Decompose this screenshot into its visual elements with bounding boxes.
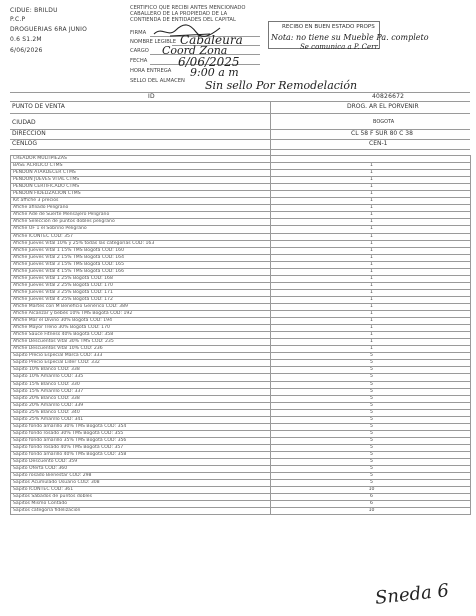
item-name: CREADOR MULTIPIEZAS xyxy=(11,156,271,163)
item-name: Sapito Precio Especial Marca COD: 333 xyxy=(11,353,271,360)
info-row-cenlog xyxy=(10,139,470,149)
item-quantity: 10 xyxy=(271,508,471,515)
item-name: Sapito Precio Especial Líder COD: 332 xyxy=(11,360,271,367)
table-row xyxy=(11,296,471,303)
table-row xyxy=(11,501,471,508)
table-row xyxy=(11,191,471,198)
item-name: Sapito 10% Amarillo COD: 335 xyxy=(11,374,271,381)
table-row xyxy=(11,163,471,170)
item-quantity: 1 xyxy=(271,275,471,282)
item-name: Sapito 15% Blanco COD: 330 xyxy=(11,381,271,388)
item-quantity: 1 xyxy=(271,233,471,240)
table-row xyxy=(11,480,471,487)
cenlog-value: CEN-1 xyxy=(369,140,388,147)
item-quantity: 1 xyxy=(271,240,471,247)
header-client-type: P.C.P xyxy=(10,16,26,23)
table-row xyxy=(11,289,471,296)
item-quantity: 5 xyxy=(271,430,471,437)
table-row xyxy=(11,303,471,310)
label-cargo: CARGO xyxy=(130,48,149,54)
table-row xyxy=(11,219,471,226)
table-row xyxy=(11,423,471,430)
table-row xyxy=(11,261,471,268)
table-row xyxy=(11,459,471,466)
item-name: Afiche Jueves Vital 1 15% TMS Bogotá COD: 160 xyxy=(11,247,271,254)
item-name: Sapito fondo rosado 40% TMS Bogotá COD: 357 xyxy=(11,444,271,451)
table-row xyxy=(11,198,471,205)
handwritten-cargo: Coord Zona xyxy=(162,44,228,57)
table-row xyxy=(11,275,471,282)
item-quantity: 5 xyxy=(271,444,471,451)
item-quantity: 5 xyxy=(271,353,471,360)
item-name: Afiche Mayor Treno 30% Bogotá COD: 170 xyxy=(11,325,271,332)
table-row xyxy=(11,402,471,409)
handwritten-hora: 9:00 a m xyxy=(190,66,239,79)
item-quantity: 6 xyxy=(271,501,471,508)
receipt-underline: Se comunica a P. Cerr. xyxy=(300,43,380,51)
id-label: ID xyxy=(148,93,155,100)
punto-label: PUNTO DE VENTA xyxy=(12,103,65,110)
item-name: Sapito rosado Bienestar COD: 298 xyxy=(11,473,271,480)
label-fecha: FECHA xyxy=(130,58,148,64)
item-quantity: 5 xyxy=(271,459,471,466)
item-name: BASE ACRILICO CTMS xyxy=(11,163,271,170)
table-row xyxy=(11,240,471,247)
item-name: Kit affiche 3 precios xyxy=(11,198,271,205)
item-name: Afiche Jueves Vital 10% y 25% todas las categorías COD: 163 xyxy=(11,240,271,247)
item-name: PENDON FIDELIZACION CTMS xyxy=(11,191,271,198)
item-quantity: 1 xyxy=(271,303,471,310)
item-quantity: 1 xyxy=(271,191,471,198)
item-name: Sapito fondo amarillo 40% TMS Bogotá COD: 358 xyxy=(11,451,271,458)
table-row xyxy=(11,156,471,163)
item-quantity: 1 xyxy=(271,332,471,339)
info-row-ciudad xyxy=(10,118,470,128)
table-row xyxy=(11,466,471,473)
item-quantity: 1 xyxy=(271,261,471,268)
item-quantity: 5 xyxy=(271,466,471,473)
item-quantity: 1 xyxy=(271,163,471,170)
item-quantity: 1 xyxy=(271,339,471,346)
item-quantity: 5 xyxy=(271,423,471,430)
info-row-punto xyxy=(10,102,470,112)
item-quantity: 1 xyxy=(271,346,471,353)
table-row xyxy=(11,374,471,381)
item-name: Sapito 15% Amarillo COD: 337 xyxy=(11,388,271,395)
item-name: Sapito fondo amarillo 30% TMS Bogotá COD: 354 xyxy=(11,423,271,430)
item-quantity: 1 xyxy=(271,289,471,296)
item-name: Sapitos Sábados de puntos dobles xyxy=(11,494,271,501)
table-row xyxy=(11,430,471,437)
handwritten-sello: Sin sello Por Remodelación xyxy=(205,79,358,92)
info-column-divider xyxy=(270,101,271,155)
table-row xyxy=(11,177,471,184)
item-name: Sapito 20% Blanco COD: 338 xyxy=(11,395,271,402)
label-firma: FIRMA xyxy=(130,30,147,36)
item-quantity: 1 xyxy=(271,254,471,261)
table-row xyxy=(11,381,471,388)
item-name: Afiche Jueves Vital 2 15% TMS Bogotá COD: 164 xyxy=(11,254,271,261)
item-name: Afiche Sauce Fitness 40% Bogotá COD: 358 xyxy=(11,332,271,339)
item-quantity: 1 xyxy=(271,268,471,275)
item-name: Sapitos categoría fidelización xyxy=(11,508,271,515)
punto-value: DROG. AR EL PORVENIR xyxy=(347,103,419,110)
item-quantity xyxy=(271,156,471,163)
item-name: Afiche Ade de Suerte Mensajero Peligrano xyxy=(11,212,271,219)
table-row xyxy=(11,226,471,233)
item-quantity: 1 xyxy=(271,282,471,289)
table-row xyxy=(11,494,471,501)
item-name: Afiche ICONTEC COD: 357 xyxy=(11,233,271,240)
header-client-code: CIDUE: BRILDU xyxy=(10,7,58,14)
cert-line-2: CABALLERO DE LA PROPIEDAD DE LA xyxy=(130,11,228,17)
handwritten-page-mark: Sneda 6 xyxy=(374,580,450,609)
item-quantity: 1 xyxy=(271,212,471,219)
table-row xyxy=(11,508,471,515)
item-quantity: 5 xyxy=(271,360,471,367)
receipt-box-title: RECIBO EN BUEN ESTADO PROPS xyxy=(282,24,375,30)
item-quantity: 1 xyxy=(271,177,471,184)
info-row-direccion xyxy=(10,129,470,139)
table-row xyxy=(11,325,471,332)
item-name: Afiche OF 1 el Sobrino Peligrano xyxy=(11,226,271,233)
table-row xyxy=(11,318,471,325)
item-name: Afiche Jueves Vital 4 15% TMS Bogotá COD: 166 xyxy=(11,268,271,275)
label-sello: SELLO DEL ALMACEN xyxy=(130,78,185,84)
table-row xyxy=(11,346,471,353)
item-quantity: 1 xyxy=(271,296,471,303)
item-name: Sapitos Acumulado Usuario COD: 308 xyxy=(11,480,271,487)
item-quantity: 10 xyxy=(271,487,471,494)
table-row xyxy=(11,487,471,494)
item-quantity: 5 xyxy=(271,416,471,423)
item-quantity: 1 xyxy=(271,318,471,325)
item-name: PENDON CERTIFICADO CTMS xyxy=(11,184,271,191)
table-row xyxy=(11,451,471,458)
table-row xyxy=(11,170,471,177)
item-name: Afiche afiliado Peligrano xyxy=(11,205,271,212)
item-quantity: 1 xyxy=(271,226,471,233)
table-row xyxy=(11,212,471,219)
direccion-value: CL 58 F SUR 80 C 38 xyxy=(351,130,413,137)
item-name: Sapito 25% Blanco COD: 340 xyxy=(11,409,271,416)
table-row xyxy=(11,444,471,451)
item-name: Sapito ICONTEC COD: 361 xyxy=(11,487,271,494)
id-value: 40826672 xyxy=(372,93,405,100)
handwritten-fecha: 6/06/2025 xyxy=(178,55,240,69)
table-row xyxy=(11,339,471,346)
item-quantity: 5 xyxy=(271,381,471,388)
item-name: PENDON JUEVES VITAL CTMS xyxy=(11,177,271,184)
item-name: Afiche Descuentos Vital 30% TMS COD: 235 xyxy=(11,339,271,346)
table-row xyxy=(11,282,471,289)
item-quantity: 5 xyxy=(271,473,471,480)
item-name: Sapito Oferta COD: 360 xyxy=(11,466,271,473)
item-quantity: 5 xyxy=(271,367,471,374)
ciudad-value: BOGOTA xyxy=(373,119,395,125)
item-name: Sapito 25% Amarillo COD: 341 xyxy=(11,416,271,423)
direccion-label: DIRECCION xyxy=(12,130,46,137)
item-name: Sapito fondo rosado 30% TMS Bogotá COD: 355 xyxy=(11,430,271,437)
item-quantity: 5 xyxy=(271,480,471,487)
item-quantity: 5 xyxy=(271,374,471,381)
table-row xyxy=(11,416,471,423)
header-company: DROGUERIAS 6RA JUNIO xyxy=(10,26,87,33)
item-name: Afiche Selección de puntos dobles peligrano xyxy=(11,219,271,226)
table-row xyxy=(11,205,471,212)
header-ref: 0.6 S1.2M xyxy=(10,36,42,43)
table-row xyxy=(11,332,471,339)
item-quantity: 1 xyxy=(271,205,471,212)
item-name: Sapito fondo amarillo 35% TMS Bogotá COD: 356 xyxy=(11,437,271,444)
item-name: Afiche Jueves Vital 4 25% Bogotá COD: 172 xyxy=(11,296,271,303)
item-quantity: 1 xyxy=(271,247,471,254)
item-name: Afiche Jueves Vital 3 15% TMS Bogotá COD: 165 xyxy=(11,261,271,268)
cert-line-1: CERTIFICO QUE RECIBI ANTES MENCIONADO xyxy=(130,5,246,11)
materials-table xyxy=(10,155,471,515)
item-name: Sapitos Mismo Contado xyxy=(11,501,271,508)
item-quantity: 5 xyxy=(271,451,471,458)
item-quantity: 5 xyxy=(271,388,471,395)
receipt-note: Nota: no tiene su Mueble Pa. completo xyxy=(271,33,429,42)
handwritten-nombre: Cabaleura xyxy=(180,33,243,47)
info-rule-5 xyxy=(10,149,470,150)
table-row xyxy=(11,184,471,191)
item-quantity: 6 xyxy=(271,494,471,501)
header-date: 6/06/2026 xyxy=(10,47,43,54)
item-quantity: 5 xyxy=(271,437,471,444)
item-name: Afiche Jueves Vital 2 25% Bogotá COD: 170 xyxy=(11,282,271,289)
table-row xyxy=(11,473,471,480)
item-name: Afiche Alcanzar y bebés 10% TMS Bogotá COD: 192 xyxy=(11,311,271,318)
table-row xyxy=(11,268,471,275)
item-name: PENDON ATARDECER CTMS xyxy=(11,170,271,177)
table-row xyxy=(11,247,471,254)
item-quantity: 1 xyxy=(271,219,471,226)
item-name: Afiche Descuentos Vital 10% COD: 236 xyxy=(11,346,271,353)
table-row xyxy=(11,388,471,395)
item-quantity: 1 xyxy=(271,184,471,191)
table-row xyxy=(11,367,471,374)
table-row xyxy=(11,360,471,367)
item-quantity: 1 xyxy=(271,198,471,205)
item-quantity: 1 xyxy=(271,325,471,332)
table-row xyxy=(11,254,471,261)
cert-line-3: CONTIENDA DE ENTIDADES DEL CAPITAL xyxy=(130,17,236,23)
table-row xyxy=(11,409,471,416)
item-quantity: 5 xyxy=(271,409,471,416)
ciudad-label: CIUDAD xyxy=(12,119,36,126)
item-name: Sapito Descuento COD: 359 xyxy=(11,459,271,466)
cenlog-label: CENLOG xyxy=(12,140,37,147)
table-row xyxy=(11,233,471,240)
item-name: Afiche Jueves Vital 1 25% Bogotá COD: 168 xyxy=(11,275,271,282)
label-nombre: NOMBRE LEGIBLE xyxy=(130,39,176,45)
item-quantity: 1 xyxy=(271,311,471,318)
item-name: Afiche Mar el Divino 30% Bogotá COD: 194 xyxy=(11,318,271,325)
item-quantity: 5 xyxy=(271,402,471,409)
item-name: Afiche Jueves Vital 3 25% Bogotá COD: 171 xyxy=(11,289,271,296)
table-row xyxy=(11,395,471,402)
item-name: Sapito 20% Amarillo COD: 339 xyxy=(11,402,271,409)
table-row xyxy=(11,311,471,318)
item-name: Afiche Martes con M Beneficio Genérico COD: 389 xyxy=(11,303,271,310)
table-row xyxy=(11,353,471,360)
item-quantity: 5 xyxy=(271,395,471,402)
info-rule-2 xyxy=(10,113,470,114)
item-name: Sapito 10% Blanco COD: 338 xyxy=(11,367,271,374)
table-row xyxy=(11,437,471,444)
label-hora: HORA ENTREGA xyxy=(130,68,172,74)
item-quantity: 1 xyxy=(271,170,471,177)
